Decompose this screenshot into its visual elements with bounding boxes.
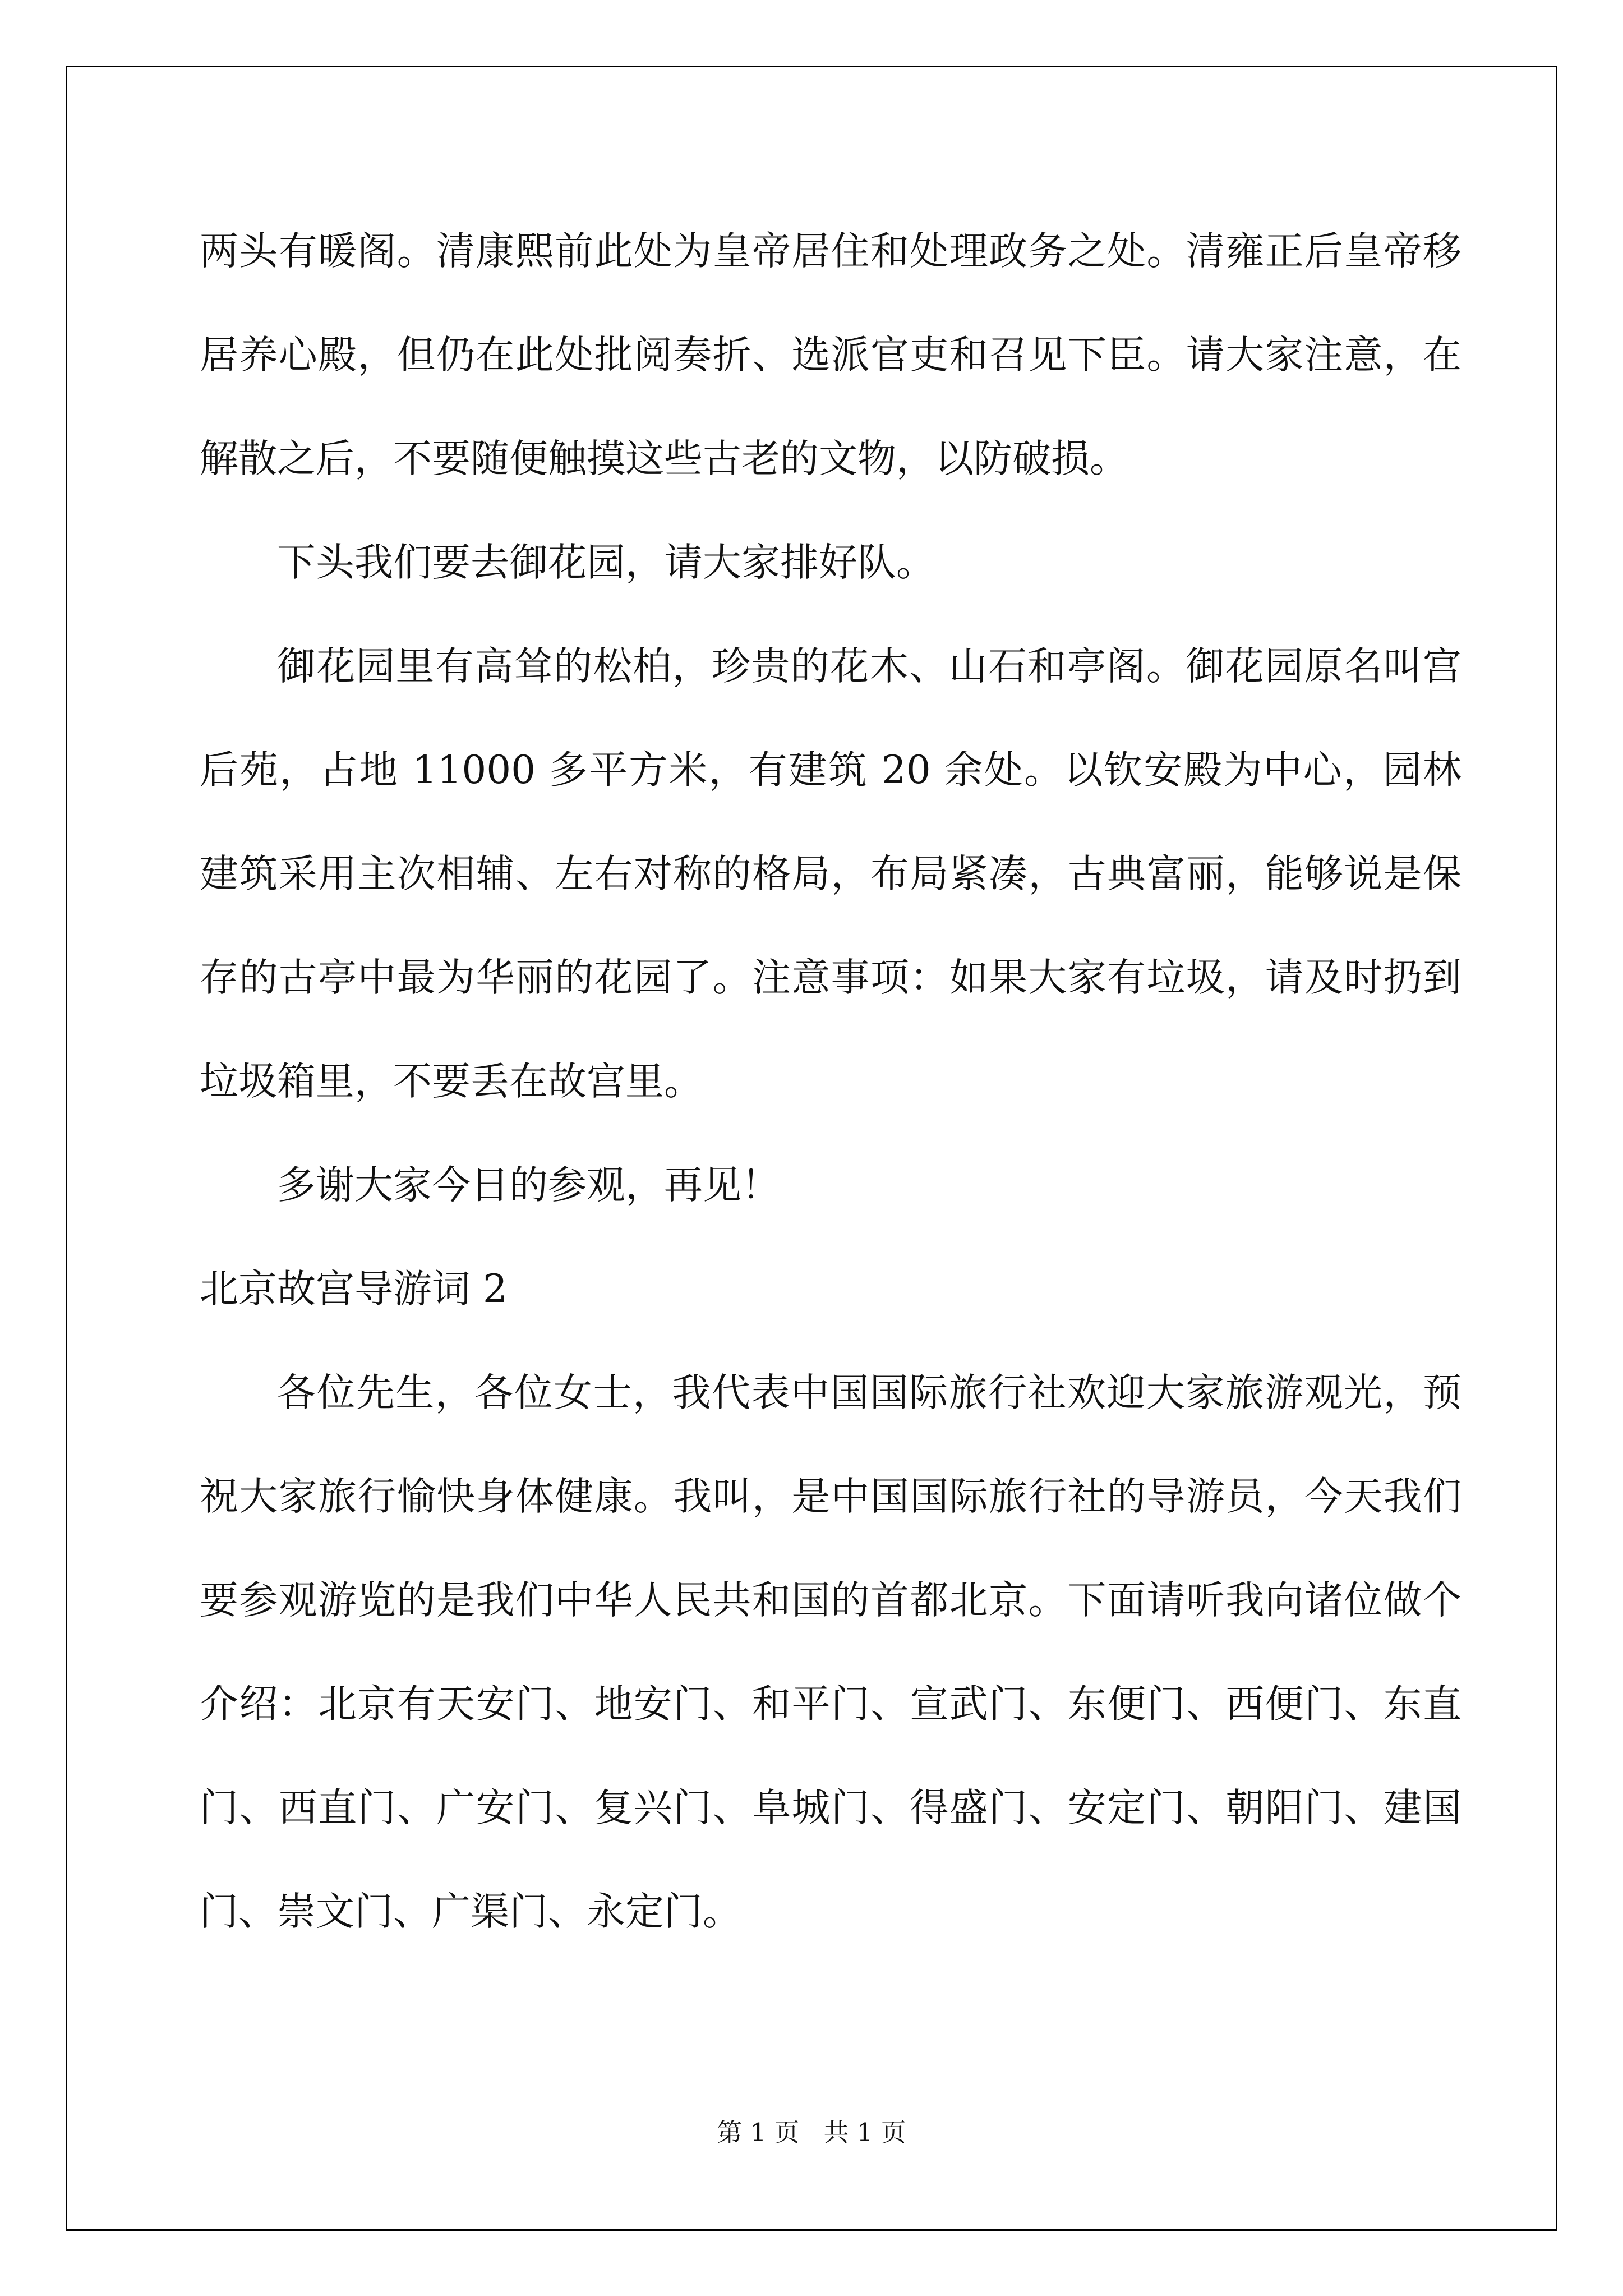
paragraph-imperial-garden: 御花园里有高耸的松柏，珍贵的花木、山石和亭阁。御花园原名叫宫后苑，占地 11000 多平方米，有建筑 20 余处。以钦安殿为中心，园林建筑采用主次相辅、左右对称的格局，布局紧凑，古典富丽，能够说是保存的古亭中最为华丽的花园了。注意事项：如果大家有垃圾，请及时扔到垃圾箱里，不要丢在故宫里。 — [200, 644, 1461, 1104]
section-heading: 北京故宫导游词 2 — [200, 1267, 508, 1312]
paragraph-go-to-garden: 下头我们要去御花园，请大家排好队。 — [277, 540, 935, 585]
document-body — [200, 200, 1461, 1964]
page-footer: 第 1 页 共 1 页 — [717, 2118, 906, 2147]
paragraph-welcome: 各位先生，各位女士，我代表中国国际旅行社欢迎大家旅游观光，预祝大家旅行愉快身体健康。我叫，是中国国际旅行社的导游员，今天我们要参观游览的是我们中华人民共和国的首都北京。下面请听我向诸位做个介绍：北京有天安门、地安门、和平门、宣武门、东便门、西便门、东直门、西直门、广安门、复兴门、阜城门、得盛门、安定门、朝阳门、建国门、崇文门、广渠门、永定门。 — [200, 1370, 1461, 1934]
paragraph-thanks: 多谢大家今日的参观，再见！ — [277, 1163, 780, 1208]
paragraph-continuation: 两头有暖阁。清康熙前此处为皇帝居住和处理政务之处。清雍正后皇帝移居养心殿，但仍在此处批阅奏折、选派官吏和召见下臣。请大家注意，在解散之后，不要随便触摸这些古老的文物，以防破损。 — [200, 229, 1461, 481]
